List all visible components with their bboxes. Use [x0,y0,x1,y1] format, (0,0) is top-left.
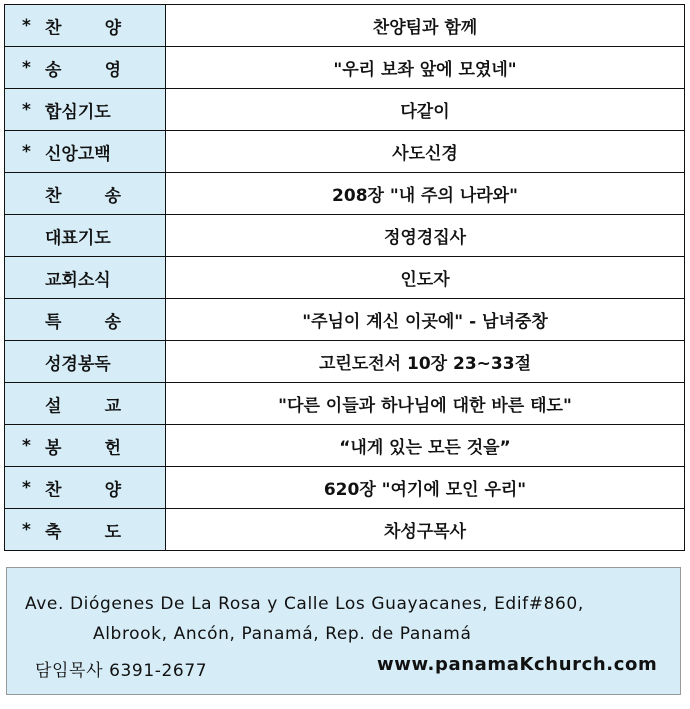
order-item-name-part: 양 [104,480,121,500]
required-star-marker: * [22,57,31,78]
order-item-label [5,89,166,131]
order-row [5,131,685,173]
order-item-label [5,5,166,47]
order-item-name [45,307,121,332]
order-item-label [5,425,166,467]
order-item-label [5,383,166,425]
order-item-content: "주님이 계신 이곳에" - 남녀중창 [166,299,685,341]
order-item-content: 다같이 [166,89,685,131]
order-item-name [45,139,121,164]
order-item-name-part: 송 [45,60,62,80]
order-item-name-part: 송 [104,186,121,206]
required-star-marker: * [22,435,31,456]
order-item-content: 차성구목사 [166,509,685,551]
order-item-name-part: 교 [104,396,121,416]
order-row [5,215,685,257]
required-star-marker: * [22,519,31,540]
order-item-label [5,299,166,341]
order-row [5,5,685,47]
order-item-name [45,475,121,500]
order-item-label [5,173,166,215]
order-item-name [45,13,121,38]
order-item-content: 208장 "내 주의 나라와" [166,173,685,215]
order-item-name-part: 찬 [45,186,62,206]
order-item-name-part: 헌 [104,438,121,458]
order-item-content: “내게 있는 모든 것을” [166,425,685,467]
order-row [5,299,685,341]
worship-order-table [4,4,685,551]
order-item-name [45,265,121,290]
order-item-content: 620장 "여기에 모인 우리" [166,467,685,509]
order-item-name-part: 합심기도 [45,102,111,122]
order-item-name-part: 특 [45,312,62,332]
order-item-name-part: 양 [104,18,121,38]
order-row [5,509,685,551]
order-item-label [5,215,166,257]
order-item-content: 인도자 [166,257,685,299]
church-info-footer [6,567,681,695]
order-item-name-part: 교회소식 [45,270,111,290]
order-item-content: 고린도전서 10장 23~33절 [166,341,685,383]
order-row [5,425,685,467]
order-row [5,89,685,131]
pastor-phone: 담임목사 6391-2677 [35,661,208,681]
order-item-name [45,181,121,206]
order-item-name-part: 성경봉독 [45,354,111,374]
order-item-name-part: 봉 [45,438,62,458]
order-item-name-part: 송 [104,312,121,332]
website-link[interactable]: www.panamaKchurch.com [377,654,658,675]
order-item-name [45,433,121,458]
order-row [5,47,685,89]
required-star-marker: * [22,15,31,36]
order-item-name [45,517,121,542]
order-row [5,341,685,383]
order-row [5,467,685,509]
required-star-marker: * [22,99,31,120]
order-item-name-part: 신앙고백 [45,144,111,164]
order-item-label [5,131,166,173]
address-line-1: Ave. Diógenes De La Rosa y Calle Los Guayacanes, Edif#860, [25,594,584,614]
required-star-marker: * [22,141,31,162]
order-item-content: "우리 보좌 앞에 모였네" [166,47,685,89]
order-item-content: 정영경집사 [166,215,685,257]
order-item-name-part: 영 [104,60,121,80]
order-item-label [5,257,166,299]
order-item-label [5,47,166,89]
order-item-label [5,509,166,551]
order-item-content: 사도신경 [166,131,685,173]
order-item-name [45,349,121,374]
order-row [5,383,685,425]
order-item-name [45,391,121,416]
order-item-name [45,55,121,80]
order-item-name-part: 설 [45,396,62,416]
order-row [5,173,685,215]
order-item-name [45,97,121,122]
address-line-2: Albrook, Ancón, Panamá, Rep. de Panamá [93,624,472,644]
order-item-name-part: 찬 [45,18,62,38]
order-item-name-part: 찬 [45,480,62,500]
order-item-name-part: 축 [45,522,62,542]
order-item-content: "다른 이들과 하나님에 대한 바른 태도" [166,383,685,425]
order-item-label [5,467,166,509]
worship-order-body [5,5,685,551]
order-item-name-part: 도 [104,522,121,542]
order-item-content: 찬양팀과 함께 [166,5,685,47]
order-item-label [5,341,166,383]
order-item-name [45,223,121,248]
order-row [5,257,685,299]
required-star-marker: * [22,477,31,498]
order-item-name-part: 대표기도 [45,228,111,248]
